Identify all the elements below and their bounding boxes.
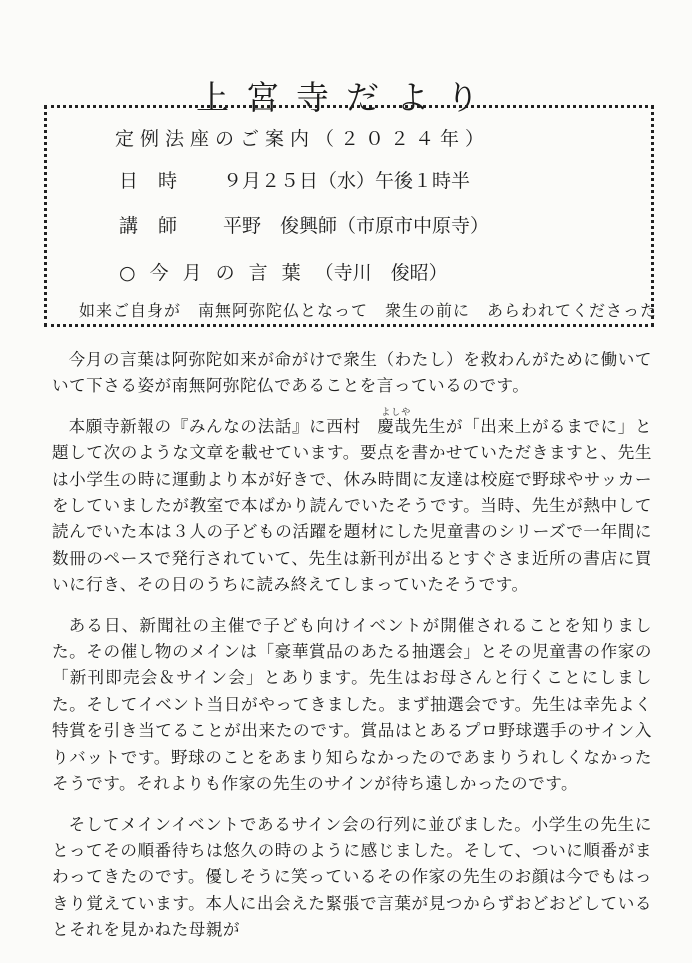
- speaker-temple: （市原市中原寺）: [337, 215, 490, 237]
- date-label: 日時: [119, 170, 198, 192]
- page-title: 上宮寺だより: [196, 78, 496, 118]
- paragraph-1: 今月の言葉は阿弥陀如来が命がけで衆生（わたし）を救わんがために働いていて下さる姿が南無阿弥陀仏であることを言っているのです。: [52, 350, 652, 396]
- paragraph-2-start: 本願寺新報の『みんなの法話』に西村: [68, 416, 361, 436]
- paragraph-4: そしてメインイベントであるサイン会の行列に並びました。小学生の先生にとってその順番待ちは悠久の時のように感じました。そして、ついに順番がまわってきたのです。優しそうに笑っているその作家の先生のお顔は今でもはっきり覚えています。本人に出会えた緊張で言葉が見つからずおどおどしているとそれを見かねた母親が: [52, 814, 652, 940]
- paragraph-3: ある日、新聞社の主催で子ども向けイベントが開催されることを知りました。その催し物のメインは「豪華賞品のあたる抽選会」とその児童書の作家の「新刊即売会＆サイン会」とあります。先生はお母さんと行くことにしました。そしてイベント当日がやってきました。まず抽選会です。先生は幸先よく特賞を引き当てることが出来たのです。賞品はとあるプロ野球選手のサイン入りバットです。野球のことをあまり知らなかったのであまりうれしくなかったそうです。それよりも作家の先生のサインが待ち遠しかったのです。: [52, 615, 652, 794]
- paragraph-2: [52, 407, 653, 599]
- date-value: ９月２５日（水）午後１時半: [223, 170, 471, 192]
- ruby-name: [361, 407, 412, 440]
- ruby-reading: よしや: [381, 407, 412, 418]
- speaker-name: 平野 俊興師: [223, 215, 338, 237]
- words-row: [119, 258, 448, 285]
- speaker-row: [119, 211, 489, 238]
- article-body: [52, 347, 652, 958]
- notice-box: [44, 105, 658, 327]
- notice-heading: 定例法座のご案内（２０２４年）: [115, 128, 491, 150]
- date-row: [119, 166, 470, 193]
- paragraph-2-rest: 先生が「出来上がるまでに」と題して次のような文章を載せています。要点を書かせていただきますと、先生は小学生の時に運動より本が好きで、休み時間に友達は校庭で野球やサッカーをしていましたが教室で本ばかり読んでいたそうです。当時、先生が熱中して読んでいた本は３人の子どもの活躍を題材にした児童書のシリーズで一年間に数冊のペースで発行されていて、先生は新刊が出るとすぐさま近所の書店に買いに行き、その日のうちに読み終えてしまっていたそうです。: [52, 416, 653, 595]
- words-label: ○今月の言葉: [119, 262, 315, 284]
- monthly-quote: 如来ご自身が 南無阿弥陀仏となって 衆生の前に あらわれてくださった: [79, 301, 658, 320]
- speaker-label: 講師: [119, 215, 198, 237]
- ruby-base: 慶哉: [377, 416, 412, 436]
- words-author: （寺川 俊昭）: [314, 262, 448, 284]
